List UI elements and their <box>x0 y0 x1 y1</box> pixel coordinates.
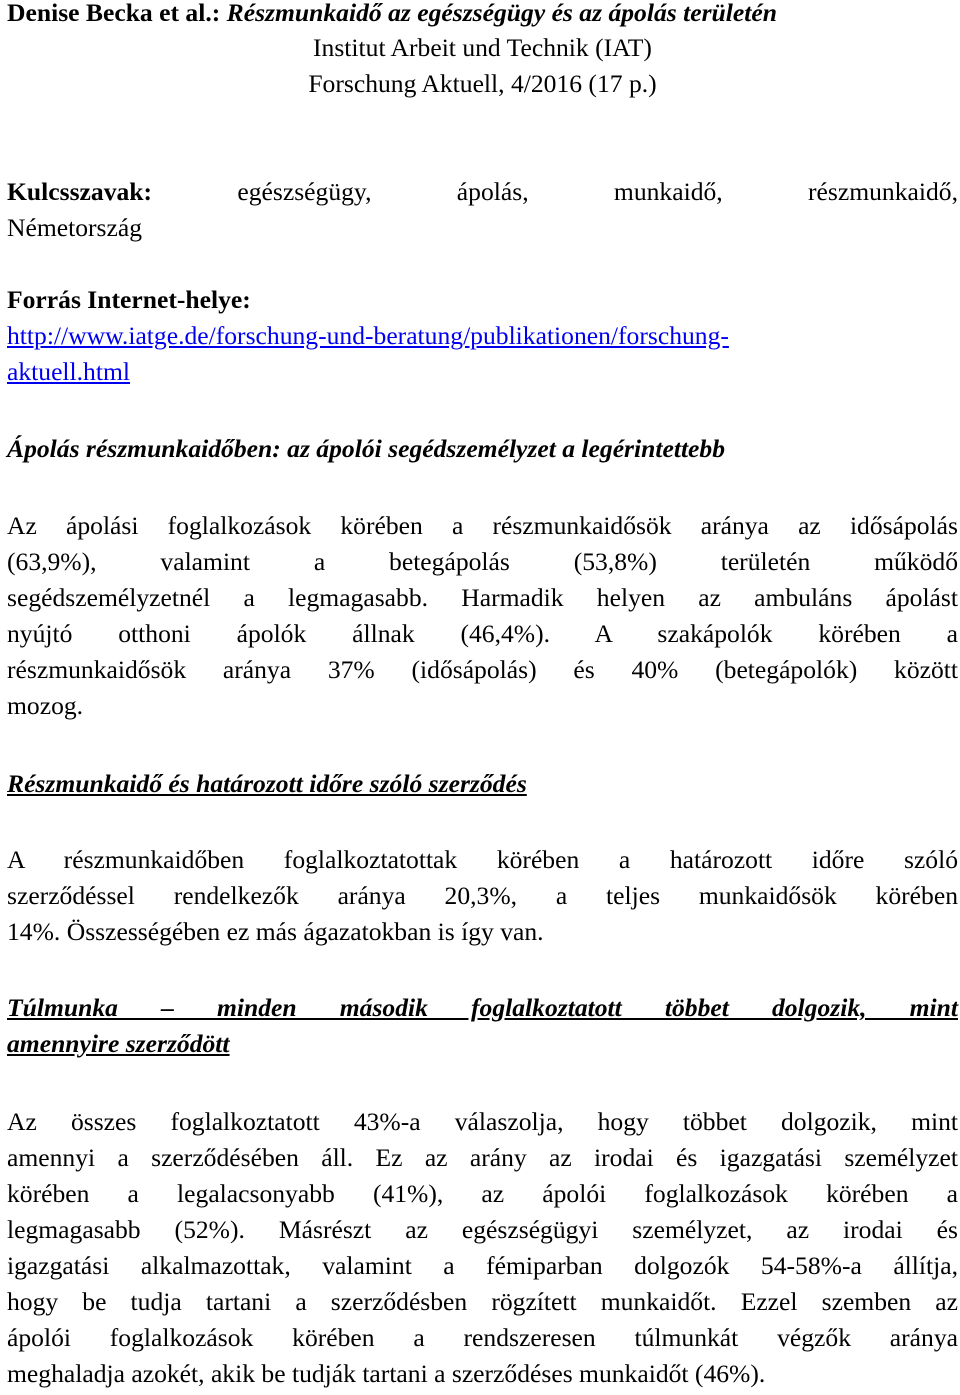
section-heading-wrap <box>7 766 958 802</box>
section-heading: Túlmunka – minden második foglalkoztatott többet dolgozik, mint <box>7 993 958 1022</box>
keywords-line <box>7 174 958 210</box>
paragraph-line: Az összes foglalkoztatott 43%-a válaszolja, hogy többet dolgozik, mint <box>7 1107 958 1136</box>
paragraph-line: Az ápolási foglalkozások körében a részmunkaidősök aránya az idősápolás <box>7 511 958 540</box>
keywords-values: egészségügy, ápolás, munkaidő, részmunkaidő, <box>237 177 958 206</box>
keywords-label: Kulcsszavak: <box>7 177 153 206</box>
section-heading-wrap-cont <box>7 1026 958 1062</box>
paragraph-line: legmagasabb (52%). Másrészt az egészségügyi személyzet, az irodai és <box>7 1215 958 1244</box>
source-label: Forrás Internet-helye: <box>7 285 251 314</box>
section-paragraph <box>7 842 958 950</box>
paragraph-line: nyújtó otthoni ápolók állnak (46,4%). A szakápolók körében a <box>7 619 958 648</box>
paragraph-line: részmunkaidősök aránya 37% (idősápolás) és 40% (betegápolók) között <box>7 655 958 684</box>
paragraph-line: (63,9%), valamint a betegápolás (53,8%) területén működő <box>7 547 958 576</box>
paragraph-line: szerződéssel rendelkezők aránya 20,3%, a teljes munkaidősök körében <box>7 881 958 910</box>
section-heading-cont: amennyire szerződött <box>7 1029 230 1058</box>
paragraph-line: 14%. Összességében ez más ágazatokban is így van. <box>7 917 544 946</box>
keywords-values-cont: Németország <box>7 213 143 242</box>
paragraph-line: amennyi a szerződésében áll. Ez az arány az irodai és igazgatási személyzet <box>7 1143 958 1172</box>
section-heading: Ápolás részmunkaidőben: az ápolói segédszemélyzet a legérintettebb <box>7 434 726 463</box>
source-url-link[interactable]: http://www.iatge.de/forschung-und-beratung/publikationen/forschung- <box>7 321 729 350</box>
source-url-link-cont[interactable]: aktuell.html <box>7 357 130 386</box>
paragraph-line: meghaladja azokét, akik be tudják tartani a szerződéses munkaidőt (46%). <box>7 1359 766 1388</box>
paragraph-line: körében a legalacsonyabb (41%), az ápolói foglalkozások körében a <box>7 1179 958 1208</box>
paragraph-line: igazgatási alkalmazottak, valamint a fémiparban dolgozók 54-58%-a állítja, <box>7 1251 958 1280</box>
source-url-line1-wrap <box>7 318 958 354</box>
header-institute: Institut Arbeit und Technik (IAT) <box>313 33 652 62</box>
header-series: Forschung Aktuell, 4/2016 (17 p.) <box>308 69 657 98</box>
header-authors: Denise Becka et al.: <box>7 0 221 27</box>
header-title: Részmunkaidő az egészségügy és az ápolás területén <box>226 0 777 27</box>
section-heading-wrap <box>7 990 958 1026</box>
paragraph-line: ápolói foglalkozások körében a rendszeresen túlmunkát végzők aránya <box>7 1323 958 1352</box>
paragraph-line: A részmunkaidőben foglalkoztatottak körében a határozott időre szóló <box>7 845 958 874</box>
section-paragraph <box>7 508 958 724</box>
paragraph-line: hogy be tudja tartani a szerződésben rögzített munkaidőt. Ezzel szemben az <box>7 1287 958 1316</box>
source-url-line2-wrap <box>7 354 958 390</box>
section-heading: Részmunkaidő és határozott időre szóló szerződés <box>7 769 527 798</box>
section-paragraph <box>7 1104 958 1392</box>
paragraph-line: segédszemélyzetnél a legmagasabb. Harmadik helyen az ambuláns ápolást <box>7 583 958 612</box>
paragraph-line: mozog. <box>7 691 84 720</box>
header-title-line <box>7 0 958 31</box>
